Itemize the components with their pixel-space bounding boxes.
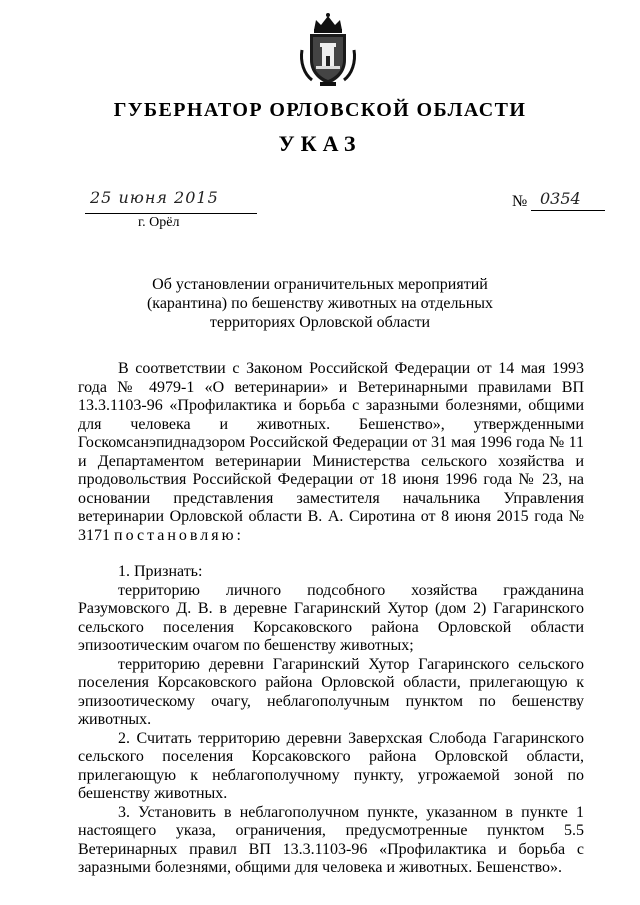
subject-line: территориях Орловской области xyxy=(209,314,431,331)
item-1-b: территорию деревни Гагаринский Хутор Гагаринского сельского поселения Корсаковского района Орловской области, прилегающую к эпизоотическому очагу, неблагополучным пунктом по бешенству животных. xyxy=(78,655,584,728)
issue-city: г. Орёл xyxy=(138,215,180,230)
item-1-title: 1. Признать: xyxy=(118,563,203,580)
preamble-paragraph xyxy=(78,360,584,545)
number-sign: № xyxy=(512,193,528,210)
preamble-text: В соответствии с Законом Российской Федерации от 14 мая 1993 года № 4979-1 «О ветеринарии» и Ветеринарными правилами ВП 13.3.1103-96 «Профилактика и борьба с заразными болезнями, общими для человека и животных. Бешенство», утвержденными Госкомсанэпиднадзором Российской Федерации от 31 мая 1996 года № 11 и Департаментом ветеринарии Министерства сельского хозяйства и продовольствия Российской Федерации от 18 июня 1996 года № 23, на основании представления заместителя начальника Управления ветеринарии Орловской области В. А. Сиротина от 8 июня 2015 года № 3171 xyxy=(78,360,584,544)
item-1-a: территорию личного подсобного хозяйства гражданина Разумовского Д. В. в деревне Гагаринский Хутор (дом 2) Гагаринского сельского поселения Корсаковского района Орловской области эпизоотическим очагом по бешенству животных; xyxy=(78,581,584,654)
document-number xyxy=(512,189,605,211)
document-type: УКАЗ xyxy=(278,131,362,156)
item-2: 2. Считать территорию деревни Заверхская Слобода Гагаринского сельского поселения Корсаковского района Орловской области, прилегающую к неблагополучному пункту, угрожаемой зоной по бешенству животных. xyxy=(78,729,584,802)
document-body xyxy=(78,360,584,878)
decree-word: постановляю: xyxy=(114,526,244,544)
handwritten-number: 0354 xyxy=(540,189,581,208)
handwritten-date: 25 июня 2015 xyxy=(90,188,219,207)
issuing-authority: ГУБЕРНАТОР ОРЛОВСКОЙ ОБЛАСТИ xyxy=(113,99,527,121)
item-3: 3. Установить в неблагополучном пункте, указанном в пункте 1 настоящего указа, ограничения, предусмотренные пунктом 5.5 Ветеринарных правил ВП 13.3.1103-96 «Профилактика и борьба с заразными болезнями, общими для человека и животных. Бешенство». xyxy=(78,803,584,876)
coat-of-arms-icon xyxy=(298,10,358,88)
document-subject xyxy=(120,275,520,332)
subject-line: Об установлении ограничительных мероприятий xyxy=(152,276,488,293)
subject-line: (карантина) по бешенству животных на отдельных xyxy=(146,295,494,312)
